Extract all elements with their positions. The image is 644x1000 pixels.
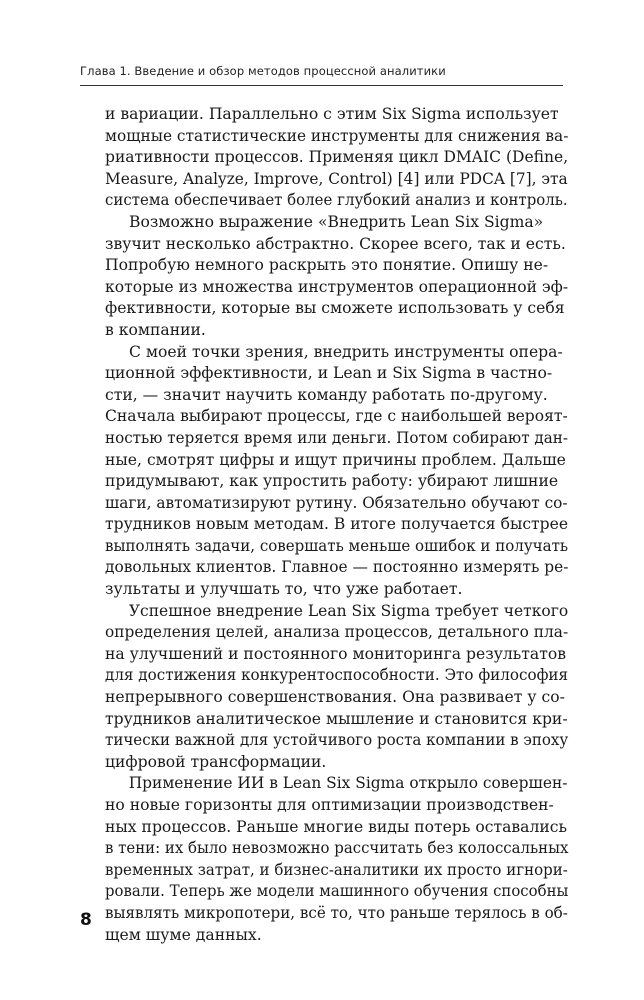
text-line: Попробую немного раскрыть это понятие. Опишу не- [105, 256, 549, 275]
text-line: и вариации. Параллельно с этим Six Sigma использует [105, 105, 559, 123]
header-rule [80, 85, 563, 86]
text-line: система обеспечивает более глубокий анализ и контроль. [105, 191, 568, 210]
text-line: сти, — значит научить команду работать по-другому. [105, 385, 548, 404]
text-line: мощные статистические инструменты для снижения ва- [105, 126, 569, 145]
text-line: в компании. [105, 320, 206, 339]
text-line: для достижения конкурентоспособности. Это философия [105, 666, 569, 685]
running-header: Глава 1. Введение и обзор методов процессной аналитики [80, 64, 446, 78]
text-line: которые из множества инструментов операционной эф- [105, 277, 569, 296]
text-line: Measure, Analyze, Improve, Control) [4] или PDCA [7], эта [105, 169, 568, 188]
text-line: но новые горизонты для оптимизации производствен- [105, 796, 554, 814]
paragraph [105, 773, 568, 946]
text-line: довольных клиентов. Главное — постоянно измерять ре- [105, 558, 569, 577]
text-line: трудников новым методам. В итоге получается быстрее [105, 515, 569, 534]
text-line: выполнять задачи, совершать меньше ошибок и получать [105, 536, 569, 555]
text-line: на улучшений и постоянного мониторинга результатов [105, 644, 566, 663]
text-line: Сначала выбирают процессы, где с наибольшей вероят- [105, 407, 568, 426]
text-line: трудников аналитическое мышление и становится кри- [105, 709, 568, 728]
text-line: временных затрат, и бизнес-аналитики их просто игнори- [105, 860, 568, 879]
text-line: определения целей, анализа процессов, детального пла- [105, 623, 569, 642]
text-line: С моей точки зрения, внедрить инструменты опера- [129, 342, 563, 361]
text-line: шаги, автоматизируют рутину. Обязательно обучают со- [105, 493, 568, 512]
text-line: Успешное внедрение Lean Six Sigma требует четкого [128, 601, 569, 620]
body-text [105, 104, 568, 946]
text-line: ционной эффективности, и Lean и Six Sigma в частно- [105, 364, 553, 383]
text-line: ные, смотрят цифры и ищут причины проблем. Дальше [105, 450, 566, 469]
paragraph [105, 601, 568, 774]
text-line: щем шуме данных. [105, 925, 262, 944]
text-line: Применение ИИ в Lean Six Sigma открыло совершен- [128, 774, 568, 793]
text-line: зультаты и улучшать то, что уже работает. [105, 580, 463, 599]
text-line: ровали. Теперь же модели машинного обучения способны [105, 882, 569, 901]
text-line: в тени: их было невозможно рассчитать без колоссальных [105, 839, 569, 858]
page-number: 8 [80, 910, 92, 930]
text-line: ностью теряется время или деньги. Потом собирают дан- [105, 428, 568, 447]
text-line: ных процессов. Раньше многие виды потерь оставались [105, 817, 567, 836]
paragraph [105, 342, 568, 601]
text-line: тически важной для устойчивого роста компании в эпоху [105, 731, 569, 750]
text-line: придумывают, как упростить работу: убирают лишние [105, 472, 559, 491]
paragraph [105, 212, 568, 342]
text-line: цифровой трансформации. [105, 752, 327, 771]
text-line: фективности, которые вы сможете использовать у себя [105, 299, 565, 318]
text-line: риативности процессов. Применяя цикл DMAIC (Define, [105, 148, 569, 167]
text-line: Возможно выражение «Внедрить Lean Six Sigma» [129, 212, 544, 231]
text-line: выявлять микропотери, всё то, что раньше терялось в об- [105, 903, 568, 922]
text-line: непрерывного совершенствования. Она развивает у со- [105, 688, 565, 707]
paragraph [105, 104, 568, 212]
text-line: звучит несколько абстрактно. Скорее всего, так и есть. [105, 234, 566, 253]
